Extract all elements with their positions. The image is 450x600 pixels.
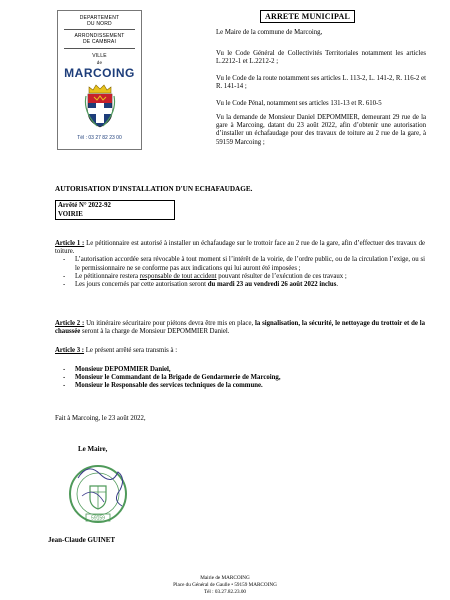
header-divider xyxy=(64,48,135,49)
reference-box xyxy=(55,200,175,220)
coat-of-arms-icon xyxy=(83,84,117,128)
municipality-header-box xyxy=(57,10,142,150)
article-3-label: Article 3 : xyxy=(55,347,85,354)
ville-label: VILLE xyxy=(92,53,107,59)
date-line: Fait à Marcoing, le 23 août 2022, xyxy=(55,415,146,422)
article-3-text: Le présent arrêté sera transmis à : xyxy=(84,347,178,354)
mayor-stamp-icon xyxy=(60,456,140,536)
list-item: - Les jours concernés par cette autorisation seront du mardi 23 au vendredi 26 août 2022 inclus. xyxy=(55,281,425,289)
article-3 xyxy=(55,347,425,355)
article-1-conditions xyxy=(55,256,425,289)
ville-de: de xyxy=(96,60,103,65)
list-item: - L’autorisation accordée sera révocable à tout moment si l’intérêt de la voirie, de l’ordre public, ou de la circulation l’exige, ou si le permissionnaire ne se conforme pas aux indications qui lui auront été imposées ; xyxy=(55,256,425,272)
arrete-number: Arrêté N° 2022-92 xyxy=(58,202,111,209)
arrete-category: VOIRIE xyxy=(58,210,83,218)
arrondissement-line-2: DE CAMBRAI xyxy=(82,39,117,45)
departement-line-2: DU NORD xyxy=(87,21,112,27)
legal-basis-3: Vu le Code Pénal, notamment ses articles 131-13 et R. 610-5 xyxy=(216,100,382,107)
phone-number: Tél : 03 27 82 23 00 xyxy=(77,135,122,141)
stamp-postcode: 59159 xyxy=(91,515,105,522)
departement-line-1: DEPARTEMENT xyxy=(79,15,120,21)
arrondissement-line-1: ARRONDISSEMENT xyxy=(74,33,125,39)
list-item: - Monsieur le Responsable des services techniques de la commune. xyxy=(55,382,425,390)
recipients xyxy=(55,366,425,391)
article-1 xyxy=(55,240,425,289)
list-item: - Monsieur le Commandant de la Brigade de Gendarmerie de Marcoing, xyxy=(55,374,425,382)
signatory-name: Jean-Claude GUINET xyxy=(48,536,116,544)
article-1-label: Article 1 : xyxy=(55,240,85,247)
article-1-text: Le pétitionnaire est autorisé à installer un échafaudage sur le trottoir face au 2 rue de la gare, afin d’effectuer des travaux de toiture. xyxy=(55,240,425,256)
header-divider xyxy=(64,29,135,30)
mayor-line: Le Maire de la commune de Marcoing, xyxy=(216,29,323,36)
request-paragraph: Vu la demande de Monsieur Daniel DEPOMMIER, demeurant 29 rue de la gare à Marcoing, datant du 23 août 2022, afin d’obtenir une autorisation d’installer un échafaudage pour des travaux de toiture au 2 rue de la gare, à 59159 Marcoing ; xyxy=(216,114,426,146)
signatory-title: Le Maire, xyxy=(78,445,108,453)
footer-line-3: Tél : 03.27.82.23.00 xyxy=(203,589,247,595)
legal-basis-2: Vu le Code de la route notamment ses articles L. 113-2, L. 141-2, R. 116-2 et R. 141-14 ; xyxy=(216,75,426,91)
legal-basis-1: Vu le Code Général de Collectivités Territoriales notamment les articles L.2212-1 et L.2212-2 ; xyxy=(216,50,426,66)
list-item: - Le pétitionnaire restera responsable de tout accident pouvant résulter de l’exécution de ces travaux ; xyxy=(55,273,425,281)
article-2-label: Article 2 : xyxy=(55,320,85,327)
town-name: MARCOING xyxy=(64,66,135,80)
article-2: Article 2 : Un itinéraire sécuritaire pour piétons devra être mis en place, la signalisation, la sécurité, le nettoyage du trottoir et de la chaussée seront à la charge de Monsieur DEPOMMIER Daniel. xyxy=(55,320,425,336)
footer-line-2: Place du Général de Gaulle • 59159 MARCOING xyxy=(173,582,277,588)
section-title: AUTORISATION D'INSTALLATION D'UN ECHAFAUDAGE. xyxy=(55,185,253,193)
list-item: - Monsieur DEPOMMIER Daniel, xyxy=(55,366,425,374)
document-title: ARRETE MUNICIPAL xyxy=(260,10,355,23)
footer-line-1: Mairie de MARCOING xyxy=(200,575,250,581)
